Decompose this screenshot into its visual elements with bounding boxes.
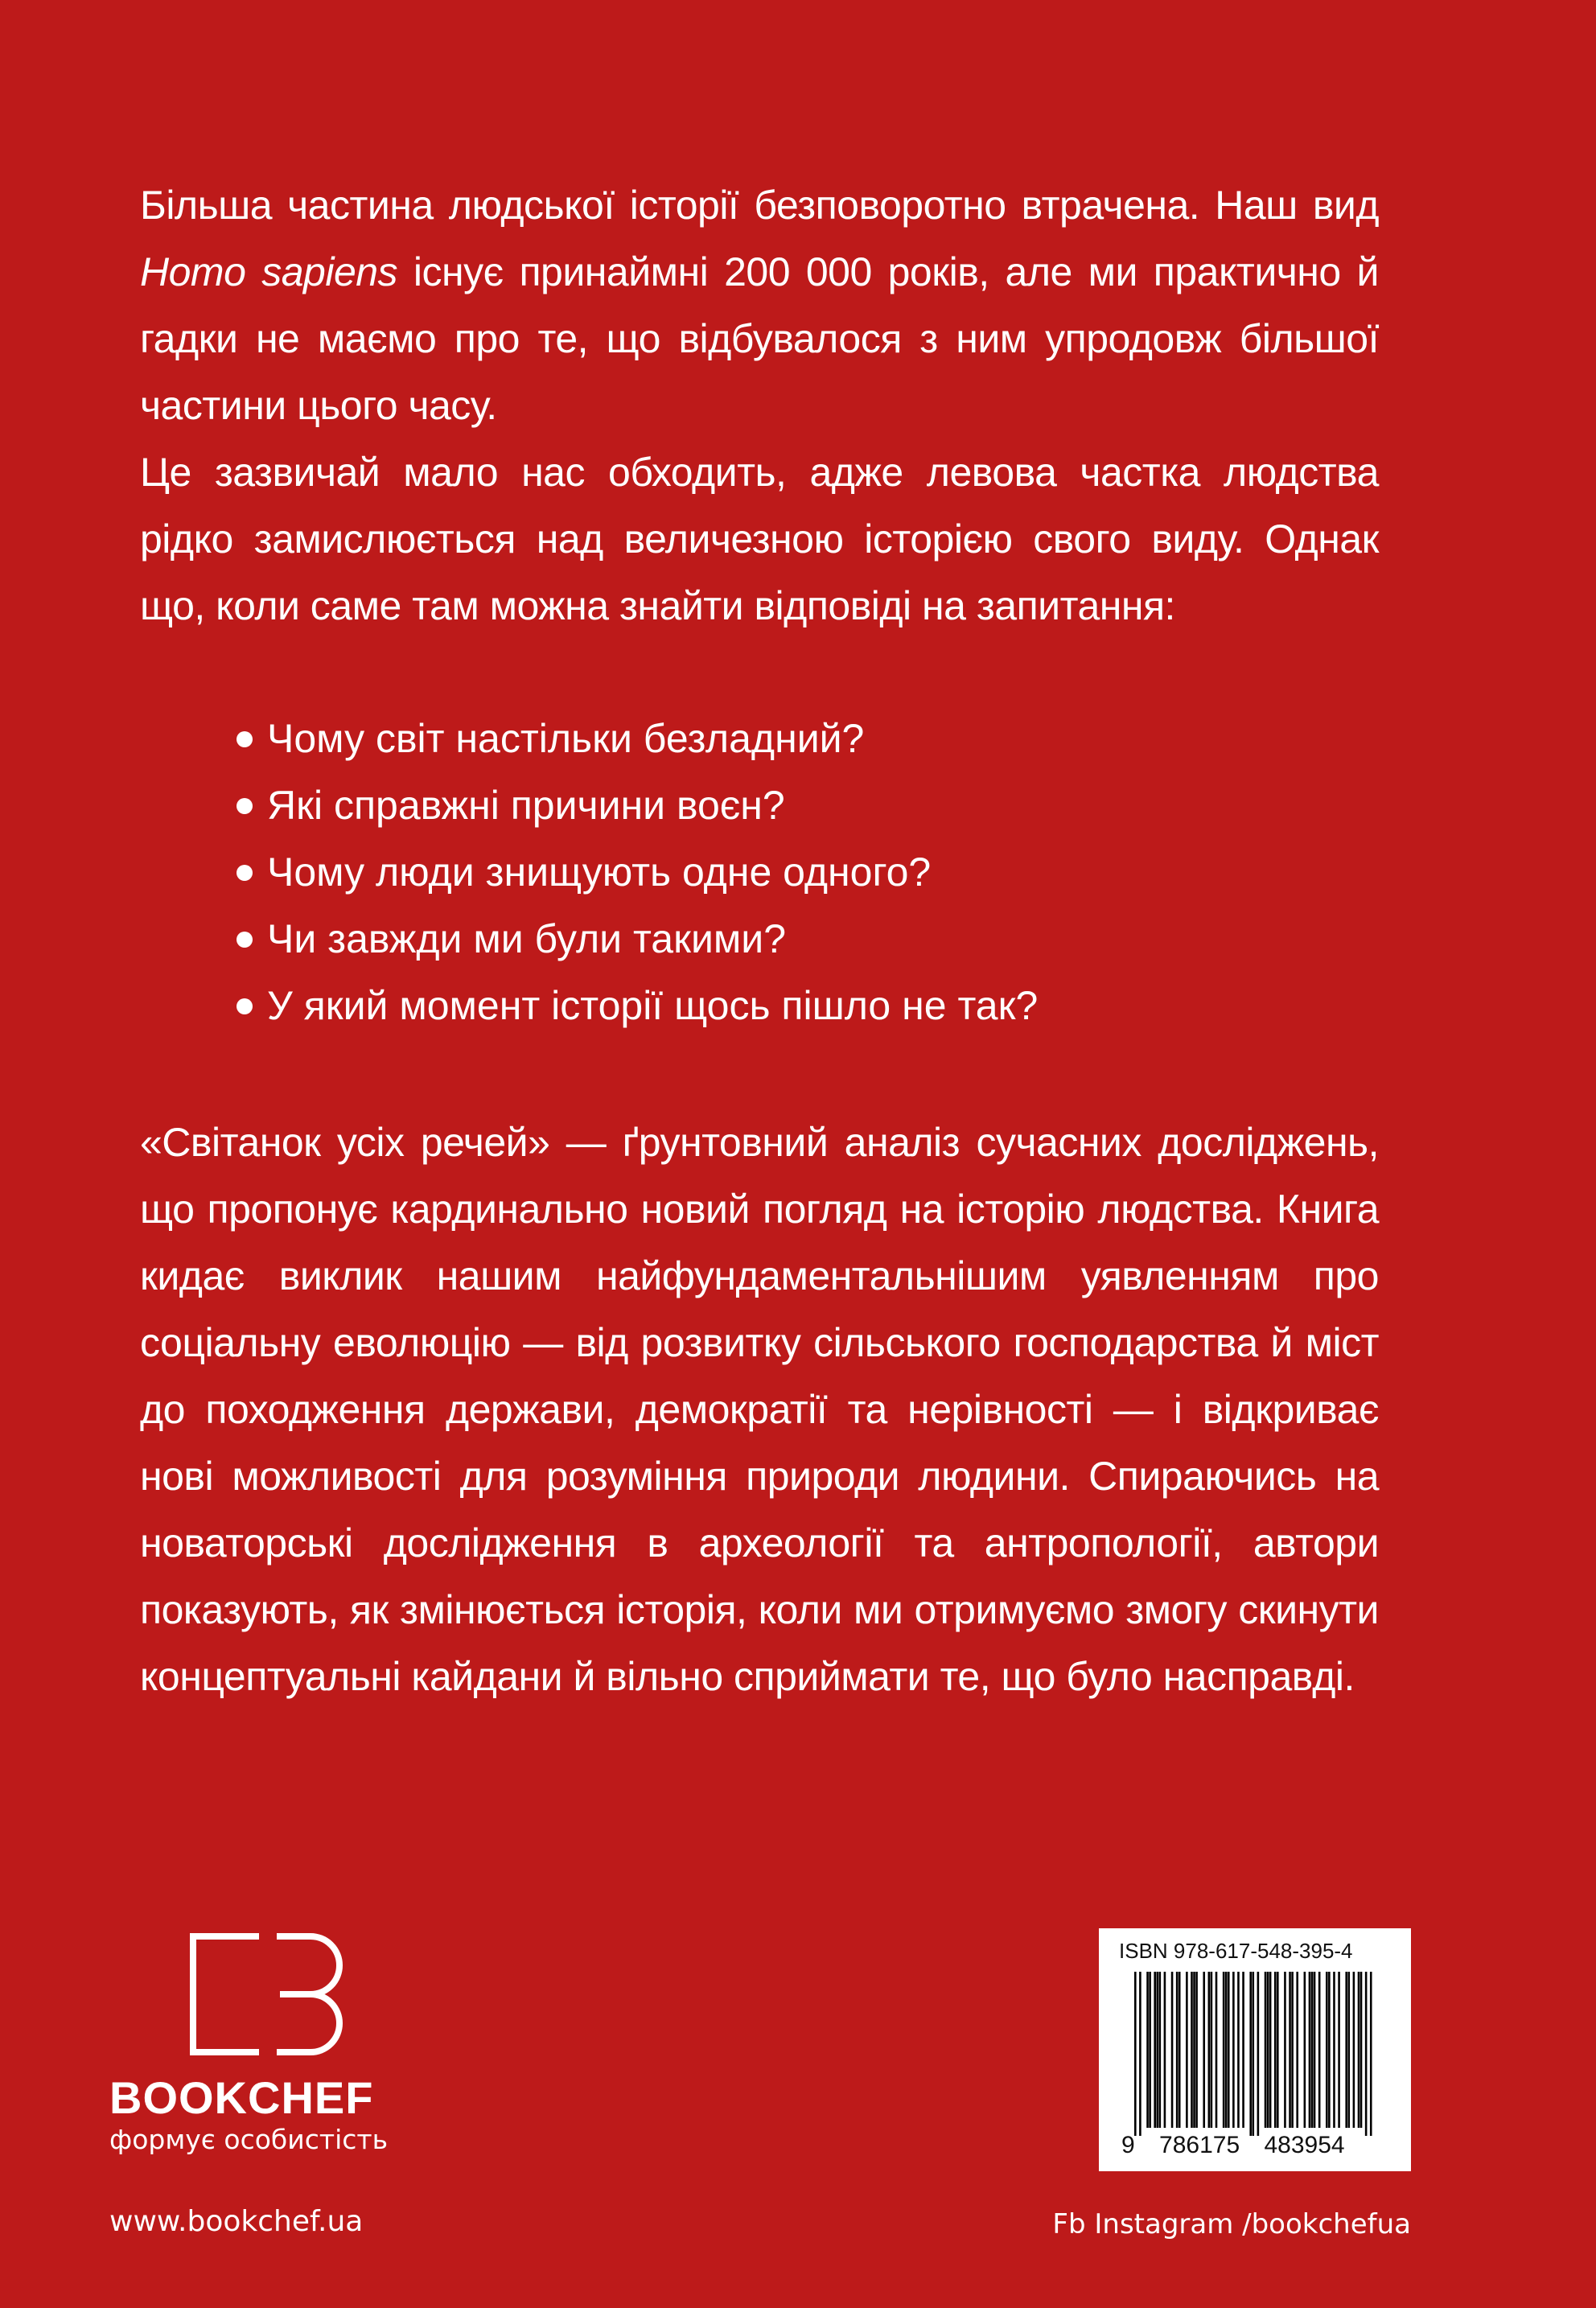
barcode-bar: [1223, 1972, 1225, 2128]
barcode-bar: [1139, 1972, 1141, 2136]
questions-list: [235, 706, 1038, 1039]
summary-paragraph: [140, 1109, 1379, 1710]
barcode-bar: [1291, 1972, 1294, 2128]
barcode-bar: [1186, 1972, 1188, 2128]
barcode-bar: [1146, 1972, 1149, 2128]
question-text: Чому люди знищують одне одного?: [267, 850, 932, 895]
barcode-bar: [1333, 1972, 1335, 2128]
barcode-bar: [1311, 1972, 1314, 2128]
barcode-bar: [1228, 1972, 1230, 2128]
barcode-bar: [1370, 1972, 1372, 2136]
bullet-icon: [237, 932, 253, 948]
barcode-bar: [1328, 1972, 1331, 2128]
bullet-icon: [237, 865, 253, 881]
barcode-bar: [1176, 1972, 1178, 2128]
barcode-bar: [1265, 1972, 1267, 2128]
bookchef-logo-icon: [190, 1933, 344, 2055]
barcode-bar: [1237, 1972, 1240, 2128]
intro-paragraph: [140, 172, 1379, 439]
social-links[interactable]: Fb Instagram /bookchefua: [1052, 2208, 1411, 2240]
barcode-bar: [1289, 1972, 1291, 2128]
barcode-bar: [1257, 1972, 1260, 2136]
barcode-bar: [1249, 1972, 1252, 2136]
barcode-bar: [1338, 1972, 1340, 2128]
barcode-bar: [1159, 1972, 1162, 2128]
barcode-digits-right: 483954: [1264, 2132, 1345, 2158]
barcode-bar: [1193, 1972, 1195, 2128]
publisher-tagline: формує особистість: [109, 2124, 389, 2155]
barcode-bar: [1345, 1972, 1347, 2128]
barcode-bar: [1154, 1972, 1156, 2128]
intro-text-end: існує принаймні 200 000 років, але ми практично й гадки не маємо про те, що відбувалося з ним упродовж більшої частини цього часу.: [140, 249, 1379, 428]
list-item: [235, 839, 1038, 906]
barcode-bar: [1277, 1972, 1279, 2128]
summary-text: «Світанок усіх речей» — ґрунтовний аналіз сучасних досліджень, що пропонує кардинально новий погляд на історію людства. Книга кидає виклик нашим найфундаментальнішим уявленням про соціальну еволюцію — від розвитку сільського господарства й міст до походження держави, демократії та нерівності — і відкриває нові можливості для розуміння природи людини. Спираючись на новаторські дослідження в археології та антропології, автори показують, як змінюється історія, коли ми отримуємо змогу скинути концептуальні кайдани й вільно сприймати те, що було насправді.: [140, 1120, 1379, 1699]
barcode-bar: [1252, 1972, 1254, 2136]
bullet-icon: [237, 798, 253, 814]
question-text: Чи завжди ми були такими?: [267, 916, 787, 961]
publisher-name: BOOKCHEF: [109, 2072, 374, 2123]
barcode-bar: [1225, 1972, 1228, 2128]
barcode-bar: [1208, 1972, 1211, 2128]
barcode-bar: [1274, 1972, 1277, 2128]
barcode-bar: [1296, 1972, 1298, 2128]
website-link[interactable]: www.bookchef.ua: [109, 2205, 364, 2238]
question-text: Чому світ настільки безладний?: [267, 716, 865, 761]
barcode-bar: [1326, 1972, 1328, 2128]
barcode-bar: [1304, 1972, 1306, 2128]
barcode-bar: [1267, 1972, 1269, 2128]
barcode-bar: [1353, 1972, 1355, 2128]
barcode-bar: [1164, 1972, 1166, 2128]
list-item: [235, 772, 1038, 839]
list-item: [235, 706, 1038, 772]
barcode-digits: [1121, 2131, 1345, 2160]
intro-text-start: Більша частина людської історії безповоротно втрачена. Наш вид: [140, 183, 1379, 228]
barcode-bar: [1360, 1972, 1363, 2128]
barcode-bar: [1211, 1972, 1213, 2128]
bullet-icon: [237, 731, 253, 747]
bullet-icon: [237, 998, 253, 1014]
barcode-bar: [1232, 1972, 1235, 2128]
barcode-bar: [1178, 1972, 1181, 2128]
question-text: Які справжні причини воєн?: [267, 783, 785, 828]
barcode-digit-first: 9: [1121, 2132, 1135, 2158]
barcode-bar: [1309, 1972, 1311, 2128]
barcode-bar: [1156, 1972, 1158, 2128]
isbn-barcode: [1099, 1928, 1411, 2171]
barcode-bar: [1191, 1972, 1193, 2128]
list-item: [235, 973, 1038, 1039]
question-intro-paragraph: [140, 439, 1379, 640]
barcode-bar: [1195, 1972, 1198, 2128]
barcode-bar: [1171, 1972, 1174, 2128]
barcode-digits-left: 786175: [1159, 2132, 1240, 2158]
list-item: [235, 906, 1038, 973]
barcode-bar: [1347, 1972, 1350, 2128]
barcode-bar: [1242, 1972, 1244, 2128]
barcode-bar: [1284, 1972, 1286, 2128]
barcode-bar: [1149, 1972, 1151, 2128]
barcode-bar: [1358, 1972, 1360, 2128]
question-intro-text: Це зазвичай мало нас обходить, адже левова частка людства рідко замислюється над величезною історією свого виду. Однак що, коли саме там можна знайти відповіді на запитання:: [140, 450, 1379, 628]
barcode-bar: [1134, 1972, 1137, 2136]
barcode-bar: [1365, 1972, 1368, 2136]
species-name: Homo sapiens: [140, 249, 398, 294]
barcode-bar: [1314, 1972, 1316, 2128]
barcode-bar: [1203, 1972, 1205, 2128]
isbn-label: ISBN 978-617-548-395-4: [1119, 1939, 1353, 1963]
barcode-bar: [1216, 1972, 1218, 2128]
barcode-bar: [1269, 1972, 1272, 2128]
question-text: У який момент історії щось пішло не так?: [267, 983, 1039, 1028]
barcode-bar: [1318, 1972, 1321, 2128]
